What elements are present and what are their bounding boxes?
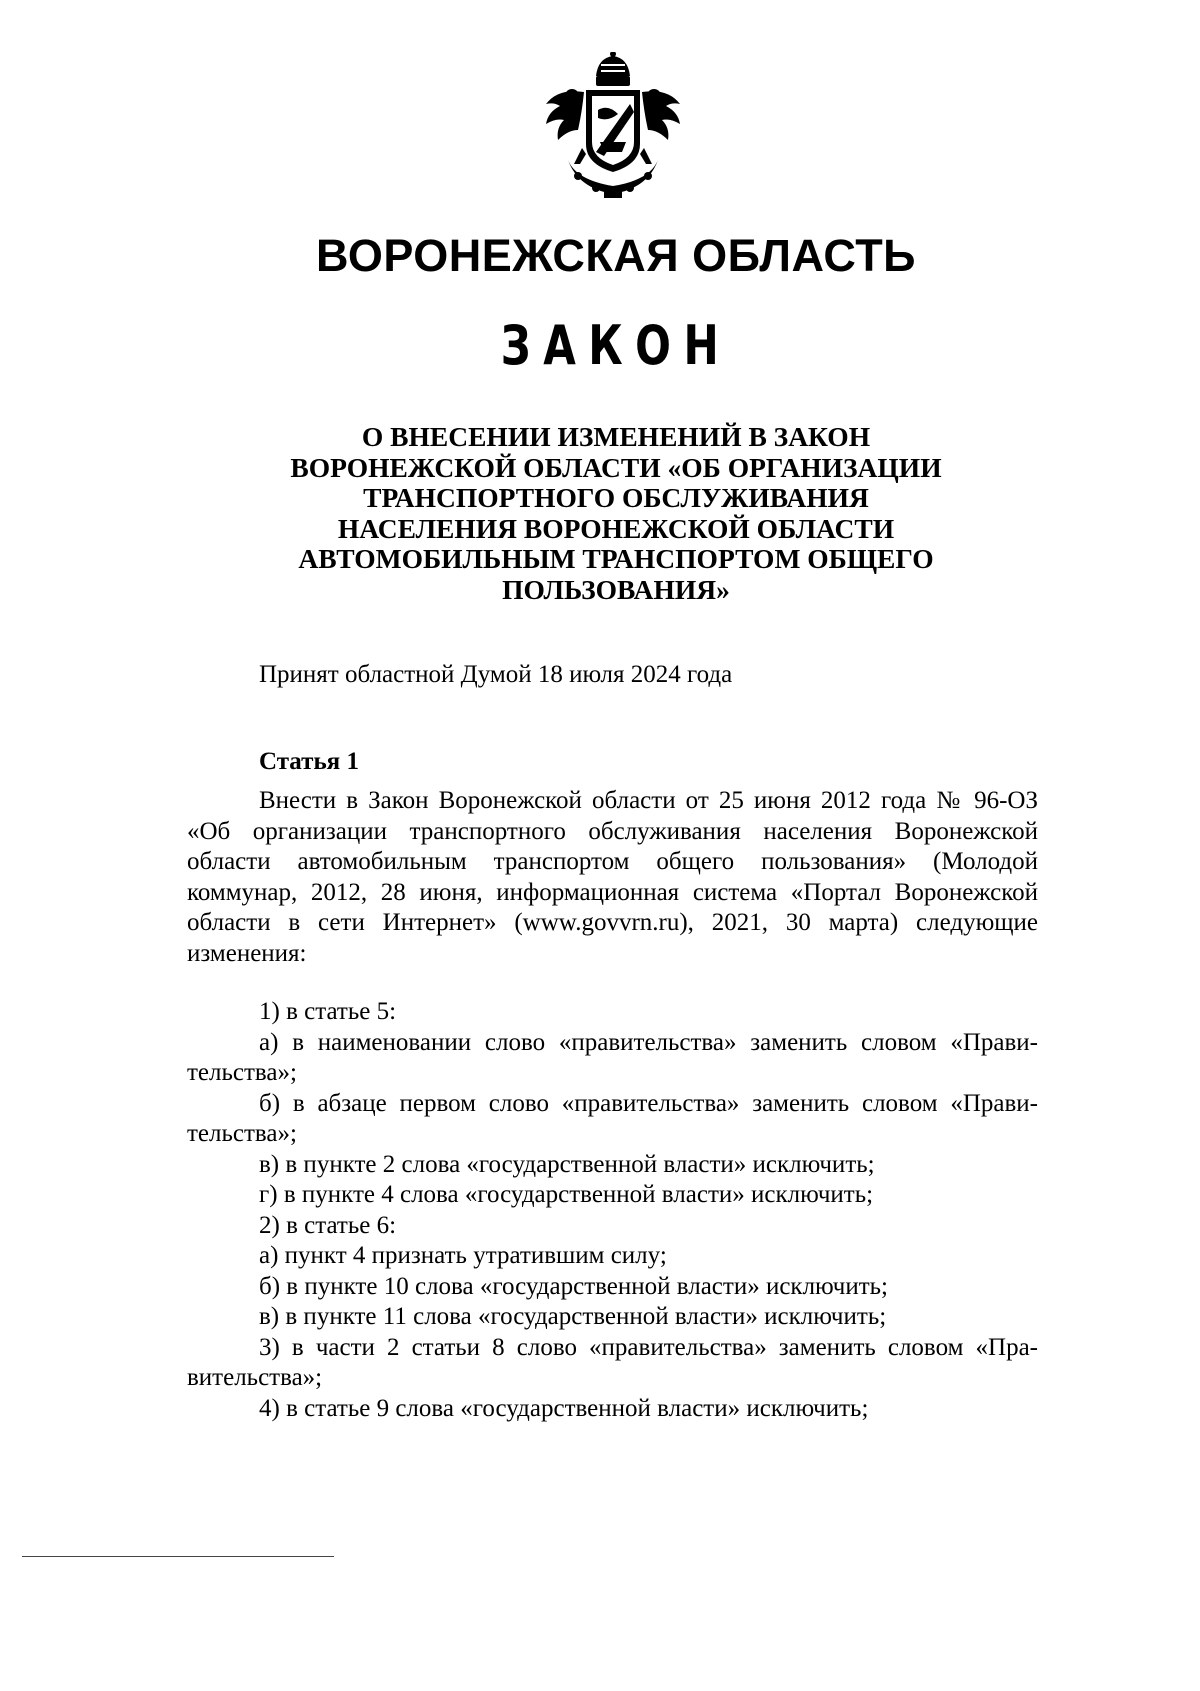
amendment-item: в) в пункте 2 слова «государственной власти» исключить; <box>259 1150 875 1178</box>
amendment-item: тельства»; <box>187 1120 297 1147</box>
law-title <box>0 422 1200 605</box>
law-title-line: ТРАНСПОРТНОГО ОБСЛУЖИВАНИЯ <box>363 482 869 513</box>
text-line: изменения: <box>187 939 307 967</box>
article-intro <box>187 786 1038 969</box>
adoption-date: Принят областной Думой 18 июля 2024 года <box>259 661 733 688</box>
amendment-item: а) пункт 4 признать утратившим силу; <box>259 1242 667 1269</box>
text-line: области автомобильным транспортом общего пользования» (Молодой <box>187 848 1038 875</box>
amendment-item: 1) в статье 5: <box>259 998 397 1025</box>
law-title-line: ВОРОНЕЖСКОЙ ОБЛАСТИ «ОБ ОРГАНИЗАЦИИ <box>290 451 942 483</box>
law-title-line: О ВНЕСЕНИИ ИЗМЕНЕНИЙ В ЗАКОН <box>361 421 871 452</box>
document-type: ЗАКОН <box>500 314 732 377</box>
footer-divider <box>22 1556 334 1557</box>
amendment-item: б) в пункте 10 слова «государственной власти» исключить; <box>259 1272 889 1300</box>
amendment-item: вительства»; <box>187 1364 323 1391</box>
amendment-item: г) в пункте 4 слова «государственной власти» исключить; <box>259 1181 874 1208</box>
law-title-line: НАСЕЛЕНИЯ ВОРОНЕЖСКОЙ ОБЛАСТИ <box>337 512 895 544</box>
amendment-item: в) в пункте 11 слова «государственной власти» исключить; <box>259 1303 887 1330</box>
text-line: «Об организации транспортного обслуживания населения Воронежской <box>187 817 1038 845</box>
coat-of-arms-icon <box>538 52 688 202</box>
region-title: ВОРОНЕЖСКАЯ ОБЛАСТЬ <box>315 230 917 281</box>
law-title-line: ПОЛЬЗОВАНИЯ» <box>502 573 730 605</box>
amendment-item: а) в наименовании слово «правительства» заменить словом «Прави- <box>259 1028 1038 1056</box>
amendment-item: 4) в статье 9 слова «государственной власти» исключить; <box>259 1394 869 1422</box>
amendment-item: 3) в части 2 статьи 8 слово «правительства» заменить словом «Пра- <box>259 1333 1038 1361</box>
text-line: коммунар, 2012, 28 июня, информационная система «Портал Воронежской <box>187 878 1038 906</box>
law-title-line: АВТОМОБИЛЬНЫМ ТРАНСПОРТОМ ОБЩЕГО <box>298 543 934 574</box>
text-line: Внести в Закон Воронежской области от 25 июня 2012 года № 96-ОЗ <box>259 787 1038 814</box>
text-line: области в сети Интернет» (www.govvrn.ru), 2021, 30 марта) следующие <box>187 909 1038 936</box>
amendment-item: 2) в статье 6: <box>259 1211 397 1239</box>
article-heading: Статья 1 <box>259 748 359 775</box>
amendment-item: тельства»; <box>187 1059 297 1086</box>
amendment-item: б) в абзаце первом слово «правительства» заменить словом «Прави- <box>259 1089 1038 1117</box>
amendment-list <box>187 997 1038 1424</box>
